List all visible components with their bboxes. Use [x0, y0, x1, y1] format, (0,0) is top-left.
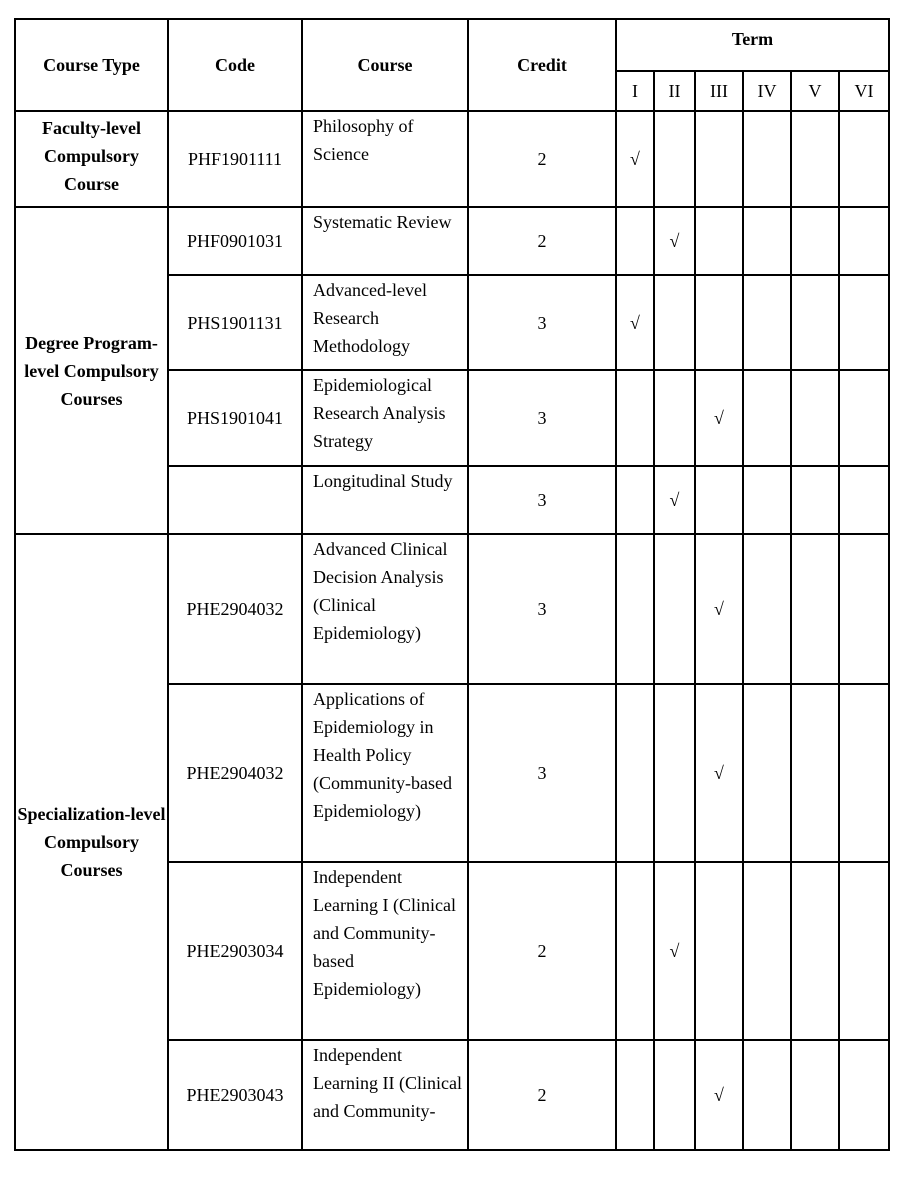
course-cell: Advanced-level Research Methodology — [302, 275, 468, 370]
term-cell — [654, 207, 695, 275]
term-cell — [791, 466, 839, 534]
course-type-cell: Faculty-level Compulsory Course — [15, 111, 168, 207]
term-cell — [695, 207, 743, 275]
course-cell: Systematic Review — [302, 207, 468, 275]
term-cell — [791, 1040, 839, 1150]
term-cell — [654, 862, 695, 1040]
term-cell — [839, 275, 889, 370]
term-cell — [616, 534, 654, 684]
header-term-iii: III — [695, 71, 743, 111]
code-cell: PHE2903034 — [168, 862, 302, 1040]
check-mark: √ — [669, 231, 680, 251]
term-cell — [654, 684, 695, 862]
header-code: Code — [168, 19, 302, 111]
term-cell — [743, 207, 791, 275]
credit-cell: 2 — [468, 862, 616, 1040]
header-course: Course — [302, 19, 468, 111]
course-type-cell: Specialization-level Compulsory Courses — [15, 534, 168, 1150]
code-cell: PHS1901131 — [168, 275, 302, 370]
check-mark: √ — [669, 490, 680, 510]
check-mark: √ — [714, 408, 724, 428]
term-cell — [695, 534, 743, 684]
header-term-label: Term — [731, 29, 774, 49]
credit-cell: 2 — [468, 111, 616, 207]
term-cell — [616, 207, 654, 275]
check-mark: √ — [714, 599, 724, 619]
term-cell — [839, 534, 889, 684]
table-row — [15, 111, 889, 207]
course-cell: Longitudinal Study — [302, 466, 468, 534]
term-cell — [743, 370, 791, 466]
term-cell — [695, 111, 743, 207]
term-cell — [791, 370, 839, 466]
check-mark: √ — [714, 1085, 724, 1105]
code-cell: PHS1901041 — [168, 370, 302, 466]
term-cell — [743, 534, 791, 684]
term-cell — [654, 370, 695, 466]
term-cell — [616, 1040, 654, 1150]
term-cell — [616, 275, 654, 370]
code-cell: PHF0901031 — [168, 207, 302, 275]
term-cell — [743, 684, 791, 862]
term-cell — [616, 370, 654, 466]
term-cell — [695, 275, 743, 370]
term-cell — [839, 684, 889, 862]
credit-cell: 2 — [468, 207, 616, 275]
term-cell — [791, 275, 839, 370]
course-cell: Independent Learning II (Clinical and Community- — [302, 1040, 468, 1150]
header-term-vi: VI — [839, 71, 889, 111]
header-term-iv: IV — [743, 71, 791, 111]
course-cell: Epidemiological Research Analysis Strategy — [302, 370, 468, 466]
check-mark: √ — [669, 941, 680, 961]
header-term — [616, 19, 889, 71]
term-cell — [695, 1040, 743, 1150]
term-cell — [695, 862, 743, 1040]
term-cell — [839, 466, 889, 534]
term-cell — [839, 370, 889, 466]
credit-cell: 3 — [468, 684, 616, 862]
term-cell — [616, 862, 654, 1040]
term-cell — [654, 111, 695, 207]
term-cell — [654, 275, 695, 370]
table-row — [15, 534, 889, 684]
term-cell — [616, 466, 654, 534]
header-term-v: V — [791, 71, 839, 111]
check-mark: √ — [630, 312, 640, 333]
term-cell — [791, 111, 839, 207]
course-cell: Advanced Clinical Decision Analysis (Clinical Epidemiology) — [302, 534, 468, 684]
term-cell — [743, 466, 791, 534]
code-cell — [168, 466, 302, 534]
term-cell — [654, 466, 695, 534]
term-cell — [791, 684, 839, 862]
course-cell: Philosophy of Science — [302, 111, 468, 207]
term-cell — [654, 534, 695, 684]
code-cell: PHF1901111 — [168, 111, 302, 207]
header-course-type: Course Type — [15, 19, 168, 111]
term-cell — [839, 1040, 889, 1150]
term-cell — [839, 111, 889, 207]
course-cell: Independent Learning I (Clinical and Community-based Epidemiology) — [302, 862, 468, 1040]
credit-cell: 3 — [468, 275, 616, 370]
header-credit: Credit — [468, 19, 616, 111]
term-cell — [743, 275, 791, 370]
term-cell — [616, 684, 654, 862]
term-cell — [695, 370, 743, 466]
term-cell — [743, 862, 791, 1040]
code-cell: PHE2904032 — [168, 684, 302, 862]
check-mark: √ — [630, 149, 640, 169]
term-cell — [839, 207, 889, 275]
term-cell — [839, 862, 889, 1040]
course-cell: Applications of Epidemiology in Health Policy (Community-based Epidemiology) — [302, 684, 468, 862]
term-cell — [791, 207, 839, 275]
term-cell — [695, 466, 743, 534]
course-table — [14, 18, 890, 1151]
credit-cell: 3 — [468, 466, 616, 534]
header-term-i: I — [616, 71, 654, 111]
term-cell — [695, 684, 743, 862]
course-type-cell: Degree Program-level Compulsory Courses — [15, 207, 168, 534]
term-cell — [743, 111, 791, 207]
table-row — [15, 207, 889, 275]
credit-cell: 3 — [468, 534, 616, 684]
term-cell — [791, 862, 839, 1040]
term-cell — [616, 111, 654, 207]
term-cell — [654, 1040, 695, 1150]
check-mark: √ — [714, 763, 724, 783]
term-cell — [743, 1040, 791, 1150]
credit-cell: 2 — [468, 1040, 616, 1150]
header-term-ii: II — [654, 71, 695, 111]
code-cell: PHE2903043 — [168, 1040, 302, 1150]
credit-cell: 3 — [468, 370, 616, 466]
code-cell: PHE2904032 — [168, 534, 302, 684]
term-cell — [791, 534, 839, 684]
